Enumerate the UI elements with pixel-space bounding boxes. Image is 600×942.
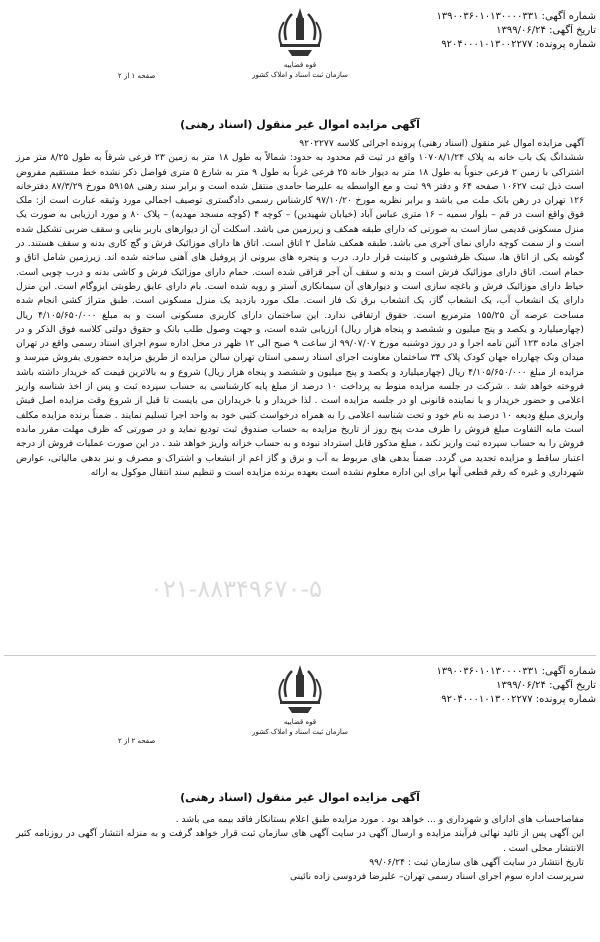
judiciary-logo — [252, 661, 348, 737]
file-number: شماره پرونده: ۹۲۰۴۰۰۰۱۰۱۳۰۰۲۲۷۷ — [441, 694, 596, 705]
org-line-2: سازمان ثبت اسناد و املاک کشور — [252, 71, 348, 79]
notice-date: تاریخ آگهی: ۱۳۹۹/۰۶/۲۴ — [496, 680, 596, 691]
publish-date: تاریخ انتشار در سایت آگهی های سازمان ثبت : ۹۹/۰۶/۲۴ — [369, 856, 584, 868]
signature-line: سرپرست اداره سوم اجرای اسناد رسمی تهران– علیرضا فردوسی زاده نائینی — [289, 871, 584, 883]
notice-title: آگهی مزایده اموال غیر منقول (اسناد رهنی) — [180, 118, 420, 131]
emblem-icon — [270, 661, 330, 717]
notice-number: شماره آگهی: ۱۳۹۰۰۳۶۰۱۰۱۳۰۰۰۰۳۳۱ — [436, 666, 596, 677]
notice-body — [16, 813, 584, 884]
judiciary-logo — [252, 4, 348, 80]
notice-date: تاریخ آگهی: ۱۳۹۹/۰۶/۲۴ — [496, 25, 596, 36]
body-paragraph: این آگهی پس از تائید نهائی فرآیند مزایده و ارسال آگهی در سایت آگهی های سازمان ثبت قرار خواهد گرفت و به منزله انتشار آگهی در روزنامه کثیر الانتشار محلی است . — [16, 828, 584, 854]
body-paragraph: آگهی مزایده اموال غیر منقول (اسناد رهنی) پرونده اجرائی کلاسه ۹۲۰۲۲۷۷ — [299, 138, 584, 149]
phone-watermark: ۰۲۱-۸۸۳۴۹۶۷۰-۵ — [150, 575, 323, 603]
emblem-icon — [270, 4, 330, 60]
notice-meta — [368, 10, 596, 52]
org-line-1: قوه قضاییه — [283, 718, 317, 726]
notice-title: آگهی مزایده اموال غیر منقول (اسناد رهنی) — [180, 791, 420, 804]
notice-meta — [368, 665, 596, 707]
file-number: شماره پرونده: ۹۲۰۴۰۰۰۱۰۱۳۰۰۲۲۷۷ — [441, 39, 596, 50]
page-label: صفحه ۲ از ۲ — [118, 737, 156, 745]
page-label: صفحه ۱ از ۲ — [118, 72, 156, 80]
notice-body — [16, 137, 584, 480]
body-paragraph: ششدانگ یک باب خانه به پلاک ۱۰۷۰۸/۱/۲۴ واقع در ثبت قم محدود به حدود: شمالاً به طول ۱۸ متر به زمین ۲۳ فرعی شرقاً به طول ۸/۲۵ متر مرز اشتراکی با زمین ۲ فرعی جنوباً به طول ۱۸ متر به دیوار خانه ۲۵ فرعی غرباً به طول ۹ متر به شارع ۵ متری فواصل ذکر نشده خط مستقیم مفروض است ذیل ثبت ۱۰۶۲۷ صفحه ۶۴ و دفتر ۹۹ ثبت و مع الواسطه به علیرضا حامدی منتقل شده است و برابر سند رهنی ۵۹۱۵۸ مورخ ۸۷/۳/۲۹ دفترخانه ۱۲۶ تهران در رهن بانک ملت می باشد و برابر نظریه مورخ ۹۷/۱۰/۲۰ کارشناس رسمی دادگستری توصیف اجمالی مورد وثیقه عبارت است از: ملک فوق واقع است در قم – بلوار سمیه – ۱۶ متری عباس آباد (خیابان شهیدین) – کوچه ۴ (کوچه مسجد مهدیه) – پلاک ۸۰ و مورد ارزیابی به صورت یک منزل مسکونی قدیمی ساز است به صورتی که دارای طبقه همکف و زیرزمین می باشد. اسکلت آن از دیوارهای باربر بنایی و سقف ضربی تشکیل شده است و از سمت کوچه دارای نمای آجری می باشد. طبقه همکف شامل ۲ اتاق است. اتاق ها دارای موزائیک فرش و گچ کاری بدنه و سقف هستند. در گوشه یکی از اتاق ها، سینک ظرفشویی و کابینت قرار دارد. درب و پنجره های بیرونی از پروفیل های آهنی ساخته شده اند. زیرزمین شامل اتاق و حمام است. اتاق دارای موزائیک فرش است و بدنه و سقف آن آجر قزاقی شده است. حمام دارای موزائیک فرش و کاشی بدنه و درب چوبی است. حیاط دارای موزائیک فرش و باغچه سازی است و دیوارهای آن سیمانکاری آستر و رویه شده است. بام دارای عایق رطوبتی ایزوگام است. این منزل دارای یک انشعاب آب، یک انشعاب گاز، یک انشعاب برق تک فاز است. ملک مورد بازدید یک منزل مسکونی است. طبق متراژ کشی انجام شده مساحت عرصه آن ۱۵۵/۲۵ مترمربع است. حقوق ارتفاقی ندارد. این ساختمان دارای کاربری مسکونی است و به مبلغ ۴/۱۰۵/۶۵۰/۰۰۰ ریال (چهارمیلیارد و یکصد و پنج میلیون و ششصد و پنجاه هزار ریال) ارزیابی شده است، و جهت وصول طلب بانک و حقوق دولتی کلاسه فوق الذکر و در اجرای ماده ۱۲۳ آئین نامه اجرا و در روز دوشنبه مورخ ۹۹/۰۷/۰۷ از ساعت ۹ صبح الی ۱۲ ظهر در محل اداره سوم اجرای اسناد رسمی واقع در تهران میدان ونک چهارراه جهان کودک پلاک ۳۴ ساختمان معاونت اجرای اسناد رسمی استان تهران سالن مزایده از طریق مزایده حضوری بفروش میرسد و مزایده از مبلغ ۴/۱۰۵/۶۵۰/۰۰۰ ریال (چهارمیلیارد و یکصد و پنج میلیون و ششصد و پنجاه هزار ریال) شروع و به بالاترین قیمت که خریدار داشته باشد فروخته خواهد شد . شرکت در جلسه مزایده منوط به پرداخت ۱۰ درصد از مبلغ پایه کارشناسی به حساب سپرده ثبت و پس از اخذ شناسه واریز اعلامی و حضور خریدار و یا نماینده قانونی او در جلسه مزایده است . لذا خریدار و یا خریداران می بایست تا قبل از شروع وقت مزایده اصل فیش واریزی مبلغ ودیعه ۱۰ درصد به نام خود و تحت شناسه اعلامی را به همراه درخواست کتبی خود به واحد اجرا تسلیم نمایند . ضمناً برنده مزایده مکلف است مابه التفاوت مبلغ فروش را ظرف مدت پنج روز از تاریخ مزایده به حساب صندوق ثبت تودیع نماید و در صورتی که ظرف مهلت مقرر مانده فروش را به حساب سپرده ثبت واریز نکند ، مبلغ مذکور قابل استرداد نبوده و به حساب خزانه واریز خواهد شد . در این صورت عملیات فروش از درجه اعتبار ساقط و مزایده تجدید می گردد. ضمناً بدهی های مربوط به آب و برق و گاز اعم از انشعاب و اشتراک و مصرف و نیز بدهی مالیاتی، عوارض شهرداری و غیره که رقم قطعی آنها برای این اداره معلوم نشده است بعهده برنده مزایده است و تنظیم سند انتقال موکول به ارائه — [16, 152, 585, 478]
notice-page-2 — [0, 655, 600, 942]
org-line-2: سازمان ثبت اسناد و املاک کشور — [252, 728, 348, 736]
notice-number: شماره آگهی: ۱۳۹۰۰۳۶۰۱۰۱۳۰۰۰۰۳۳۱ — [436, 11, 596, 22]
body-paragraph: مفاصاحساب های ادارای و شهرداری و ... خواهد بود . مورد مزایده طبق اعلام بستانکار فاقد بیمه می باشد . — [175, 814, 584, 825]
org-line-1: قوه قضاییه — [283, 61, 317, 69]
